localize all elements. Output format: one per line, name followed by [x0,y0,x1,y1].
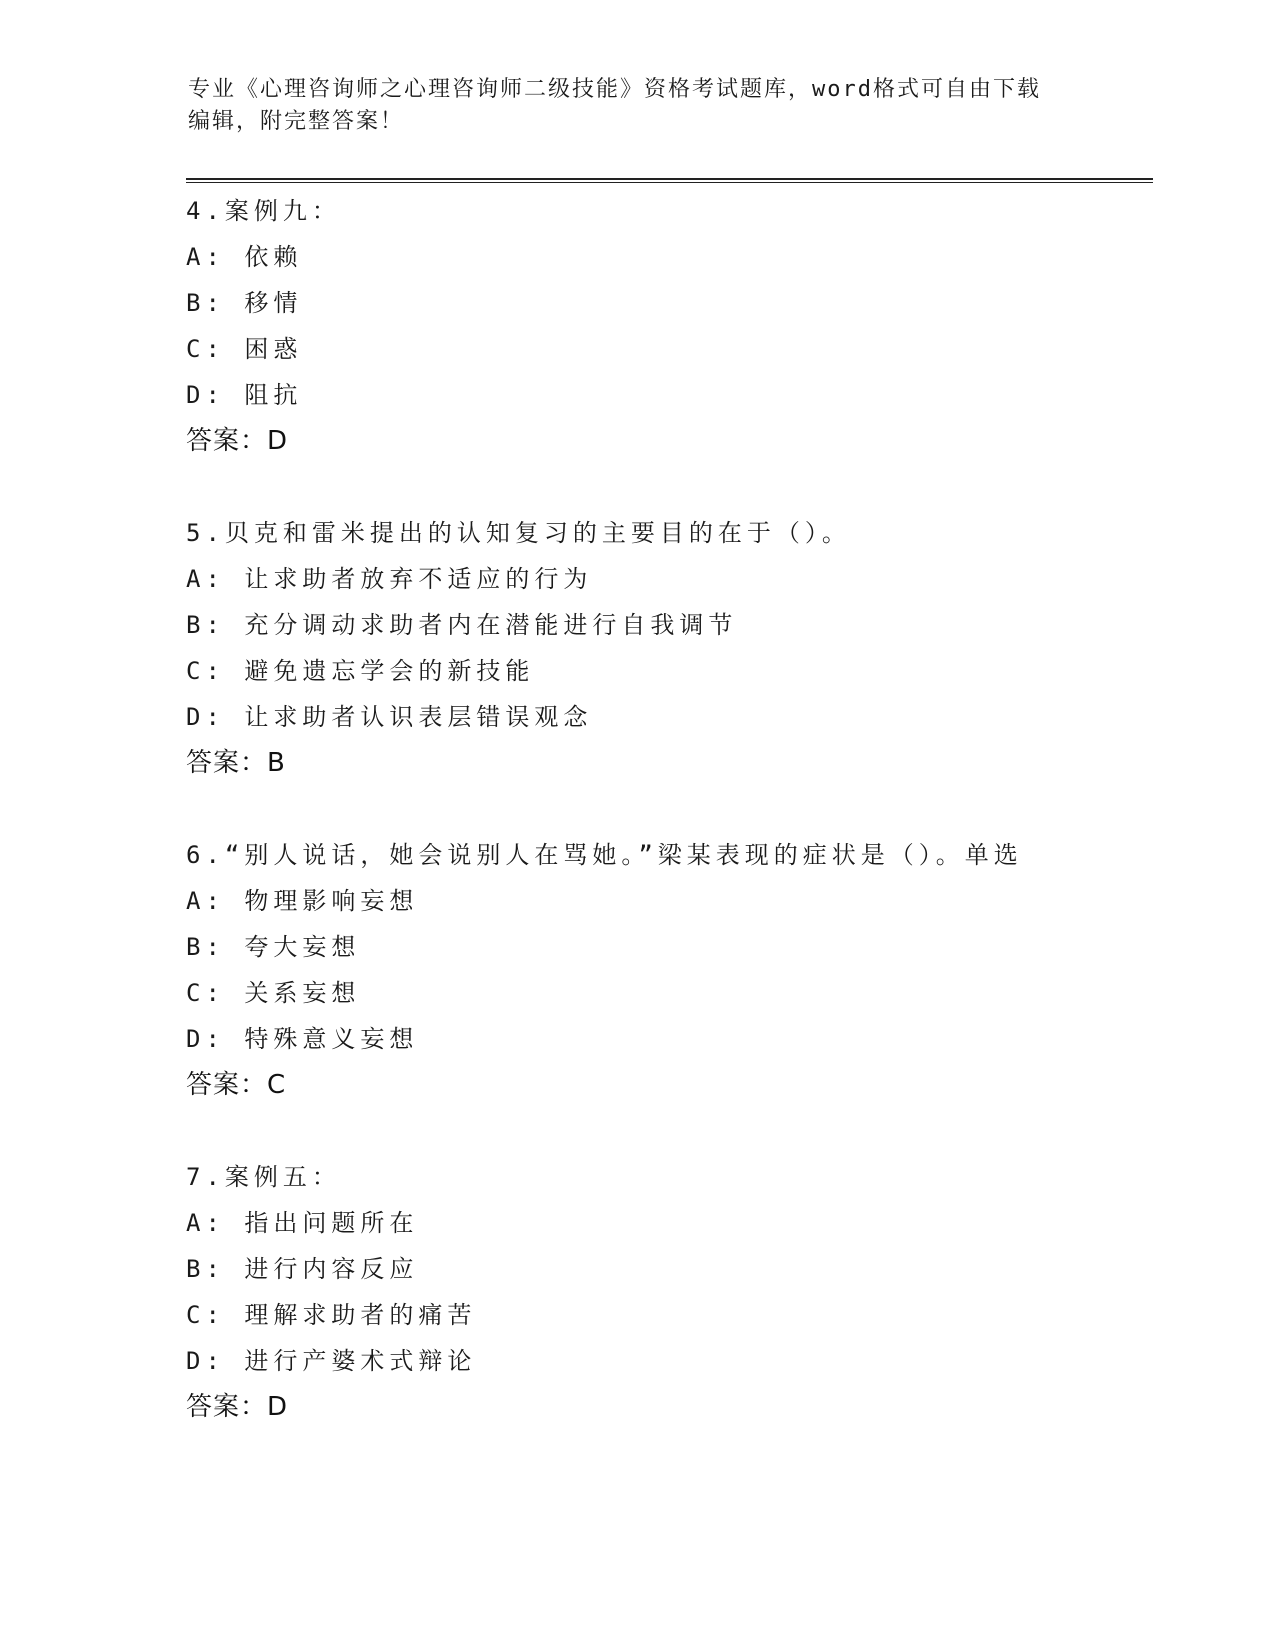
option-b: B: 充分调动求助者内在潜能进行自我调节 [186,611,738,639]
option-c: C: 关系妄想 [186,979,361,1007]
answer-line: 答案：C [186,1070,287,1100]
answer-line: 答案：D [186,1392,289,1422]
question-list [186,188,1166,1476]
option-b: B: 夸大妄想 [186,933,361,961]
option-d: D: 进行产婆术式辩论 [186,1347,477,1375]
answer-line: 答案：B [186,748,286,778]
option-d: D: 让求助者认识表层错误观念 [186,703,593,731]
option-b: B: 移情 [186,289,303,317]
question-4 [186,188,1166,464]
answer-line: 答案：D [186,426,289,456]
option-a: A: 让求助者放弃不适应的行为 [186,565,593,593]
option-a: A: 指出问题所在 [186,1209,419,1237]
option-a: A: 物理影响妄想 [186,887,419,915]
option-c: C: 理解求助者的痛苦 [186,1301,477,1329]
header-divider [186,178,1153,183]
header-line-2: 编辑，附完整答案！ [188,109,405,134]
option-c: C: 避免遗忘学会的新技能 [186,657,535,685]
question-stem: 4.案例九： [186,197,341,225]
header-line-1: 专业《心理咨询师之心理咨询师二级技能》资格考试题库，word格式可自由下载 [188,77,1041,102]
option-d: D: 阻抗 [186,381,303,409]
question-stem: 5.贝克和雷米提出的认知复习的主要目的在于（）。 [186,519,851,547]
option-a: A: 依赖 [186,243,303,271]
option-c: C: 困惑 [186,335,303,363]
question-stem: 7.案例五： [186,1163,341,1191]
option-d: D: 特殊意义妄想 [186,1025,419,1053]
question-5 [186,510,1166,786]
document-header [188,74,1088,138]
question-stem: 6.“别人说话，她会说别人在骂她。”梁某表现的症状是（）。单选 [186,841,1023,869]
option-b: B: 进行内容反应 [186,1255,419,1283]
question-6 [186,832,1166,1108]
question-7 [186,1154,1166,1430]
